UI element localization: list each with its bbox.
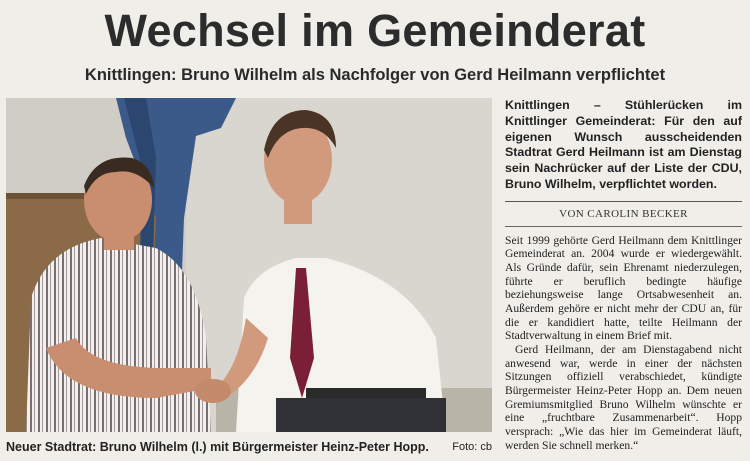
divider <box>505 201 742 202</box>
photo-credit: Foto: cb <box>452 441 492 453</box>
article-body <box>505 234 742 453</box>
article-lead: Knittlingen – Stühlerücken im Knittlinger Gemeinderat: Für den auf eigenen Wunsch ausscheidenden Stadtrat Gerd Heilmann ist am Dienstag sein Nachrücker auf der Liste der CDU, Bruno Wilhelm, verpflichtet worden. <box>505 98 742 191</box>
article-photo <box>6 98 492 432</box>
body-paragraph: Gerd Heilmann, der am Dienstagabend nicht anwesend war, werde in einer der nächsten Sitzungen offiziell verabschiedet, kündigte Bürgermeister Heinz-Peter Hopp an. Dem neuen Gremiumsmitglied Bruno Wilhelm wünschte er eine „fruchtbare Zusammenarbeit“. Hopp versprach: „Wie das hier im Gemeinderat läuft, werden Sie schnell merken.“ <box>505 343 742 452</box>
caption-text: Neuer Stadtrat: Bruno Wilhelm (l.) mit Bürgermeister Heinz-Peter Hopp. <box>6 440 429 454</box>
byline: VON CAROLIN BECKER <box>559 207 688 220</box>
divider <box>505 226 742 227</box>
photo-caption <box>6 437 492 457</box>
subheadline: Knittlingen: Bruno Wilhelm als Nachfolger von Gerd Heilmann verpflichtet <box>84 66 666 84</box>
body-paragraph: Seit 1999 gehörte Gerd Heilmann dem Knittlinger Gemeinderat an. 2004 wurde er wiedergewählt. Als Gründe dafür, sein Ehrenamt niederzulegen, führte er beruflich bedingte häufige beziehungsweise lange Ortsabwesenheit an. Außerdem gehöre er nicht mehr der CDU an, für die er kandidiert hatte, teilte Heilmann der Stadtverwaltung in einem Brief mit. <box>505 233 742 343</box>
headline: Wechsel im Gemeinderat <box>104 5 646 56</box>
article-column <box>505 98 742 452</box>
